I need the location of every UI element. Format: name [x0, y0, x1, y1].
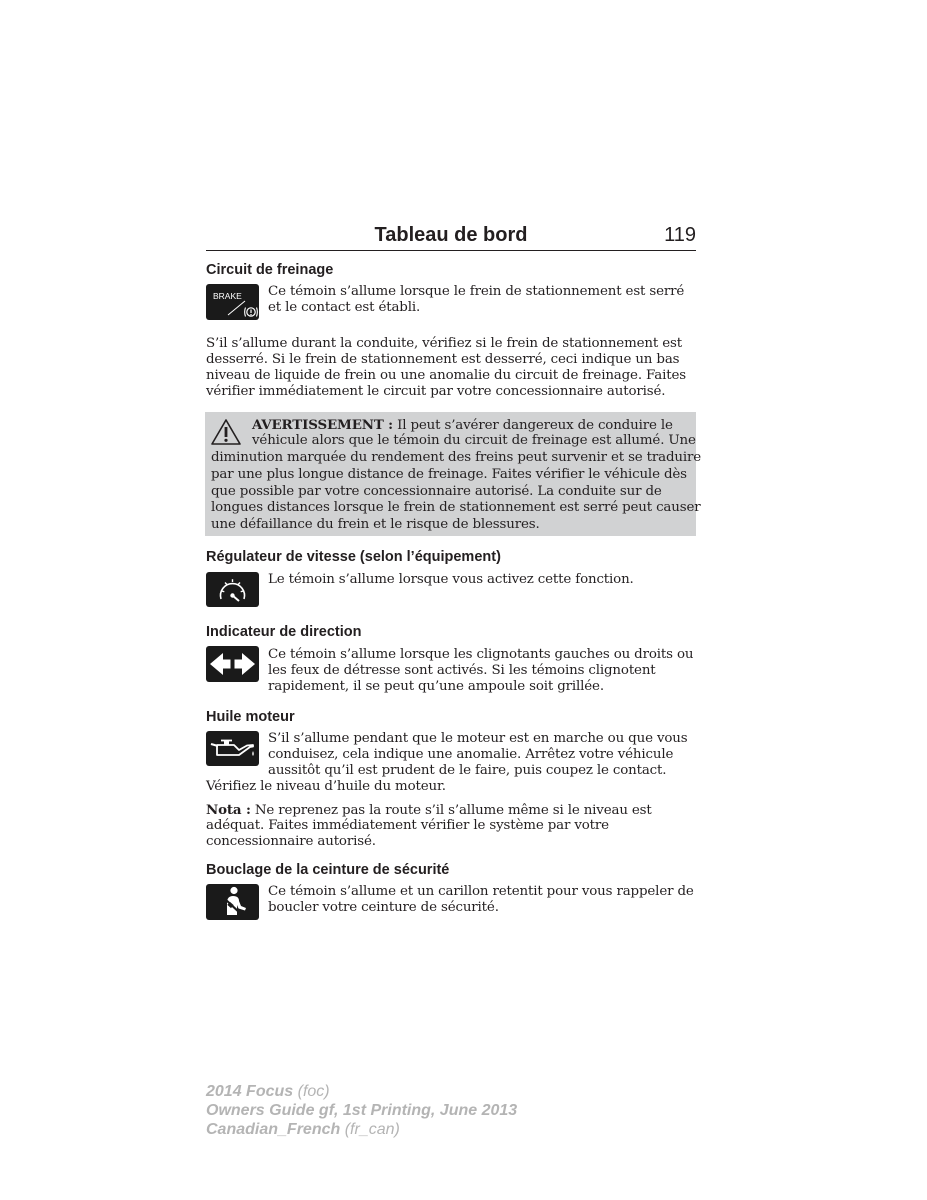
note-label: Nota :	[206, 802, 251, 818]
seatbelt-description-line: boucler votre ceinture de sécurité.	[268, 900, 499, 915]
footer-language-code: (fr_can)	[344, 1121, 400, 1138]
turn-description-line: les feux de détresse sont activés. Si les témoins clignotent	[268, 663, 656, 678]
page-footer	[206, 1082, 517, 1139]
footer-model: 2014 Focus	[206, 1083, 294, 1100]
note-text: Ne reprenez pas la route s’il s’allume même si le niveau est	[254, 803, 652, 818]
footer-line-3	[206, 1120, 517, 1139]
page-title: Tableau de bord	[374, 224, 528, 246]
oil-note-line: concessionnaire autorisé.	[206, 834, 376, 849]
brake-icon-label: BRAKE	[213, 291, 242, 301]
oil-can-icon	[206, 731, 259, 766]
speedometer-icon	[206, 572, 259, 607]
brake-paragraph-line: vérifier immédiatement le circuit par votre concessionnaire autorisé.	[206, 384, 666, 399]
brake-paragraph-line: desserré. Si le frein de stationnement est desserré, ceci indique un bas	[206, 352, 680, 367]
footer-language: Canadian_French	[206, 1121, 341, 1138]
footer-model-code: (foc)	[297, 1083, 330, 1100]
seatbelt-icon	[206, 884, 259, 920]
warning-line: longues distances lorsque le frein de stationnement est serré peut causer	[211, 500, 701, 515]
cruise-description: Le témoin s’allume lorsque vous activez cette fonction.	[268, 572, 634, 587]
turn-signal-arrows-icon	[206, 646, 259, 682]
warning-label: AVERTISSEMENT :	[252, 417, 393, 433]
seatbelt-description-line: Ce témoin s’allume et un carillon retentit pour vous rappeler de	[268, 884, 694, 899]
oil-description-line: conduisez, cela indique une anomalie. Arrêtez votre véhicule	[268, 747, 674, 762]
brake-description-line: et le contact est établi.	[268, 300, 421, 315]
turn-heading: Indicateur de direction	[206, 624, 362, 640]
footer-line-1	[206, 1082, 517, 1101]
warning-first-line	[252, 417, 673, 434]
oil-description-line: aussitôt qu’il est prudent de le faire, puis coupez le contact.	[268, 763, 667, 778]
turn-description-line: rapidement, il se peut qu’une ampoule soit grillée.	[268, 679, 604, 694]
brake-warning-icon	[206, 284, 259, 320]
warning-line: véhicule alors que le témoin du circuit de freinage est allumé. Une	[252, 433, 696, 448]
warning-triangle-icon	[210, 418, 242, 446]
warning-line: par une plus longue distance de freinage. Faites vérifier le véhicule dès	[211, 467, 687, 482]
warning-line: que possible par votre concessionnaire autorisé. La conduite sur de	[211, 484, 662, 499]
brake-description-line: Ce témoin s’allume lorsque le frein de stationnement est serré	[268, 284, 685, 299]
page-header	[206, 224, 696, 251]
seatbelt-heading: Bouclage de la ceinture de sécurité	[206, 862, 450, 878]
oil-description-line: Vérifiez le niveau d’huile du moteur.	[206, 779, 446, 794]
oil-description-line: S’il s’allume pendant que le moteur est en marche ou que vous	[268, 731, 688, 746]
turn-description-line: Ce témoin s’allume lorsque les clignotants gauches ou droits ou	[268, 647, 694, 662]
brake-paragraph-line: S’il s’allume durant la conduite, vérifiez si le frein de stationnement est	[206, 336, 682, 351]
footer-line-2: Owners Guide gf, 1st Printing, June 2013	[206, 1102, 518, 1119]
brake-heading: Circuit de freinage	[206, 262, 334, 278]
cruise-heading: Régulateur de vitesse (selon l’équipement)	[206, 549, 501, 565]
oil-note-first-line	[206, 802, 652, 819]
page-number: 119	[664, 224, 696, 246]
oil-heading: Huile moteur	[206, 709, 295, 725]
warning-line: diminution marquée du rendement des freins peut survenir et se traduire	[211, 450, 702, 465]
brake-paragraph-line: niveau de liquide de frein ou une anomalie du circuit de freinage. Faites	[206, 368, 686, 383]
warning-text: Il peut s’avérer dangereux de conduire le	[397, 418, 673, 433]
warning-line: une défaillance du frein et le risque de blessures.	[211, 517, 540, 532]
oil-note-line: adéquat. Faites immédiatement vérifier le système par votre	[206, 818, 609, 833]
